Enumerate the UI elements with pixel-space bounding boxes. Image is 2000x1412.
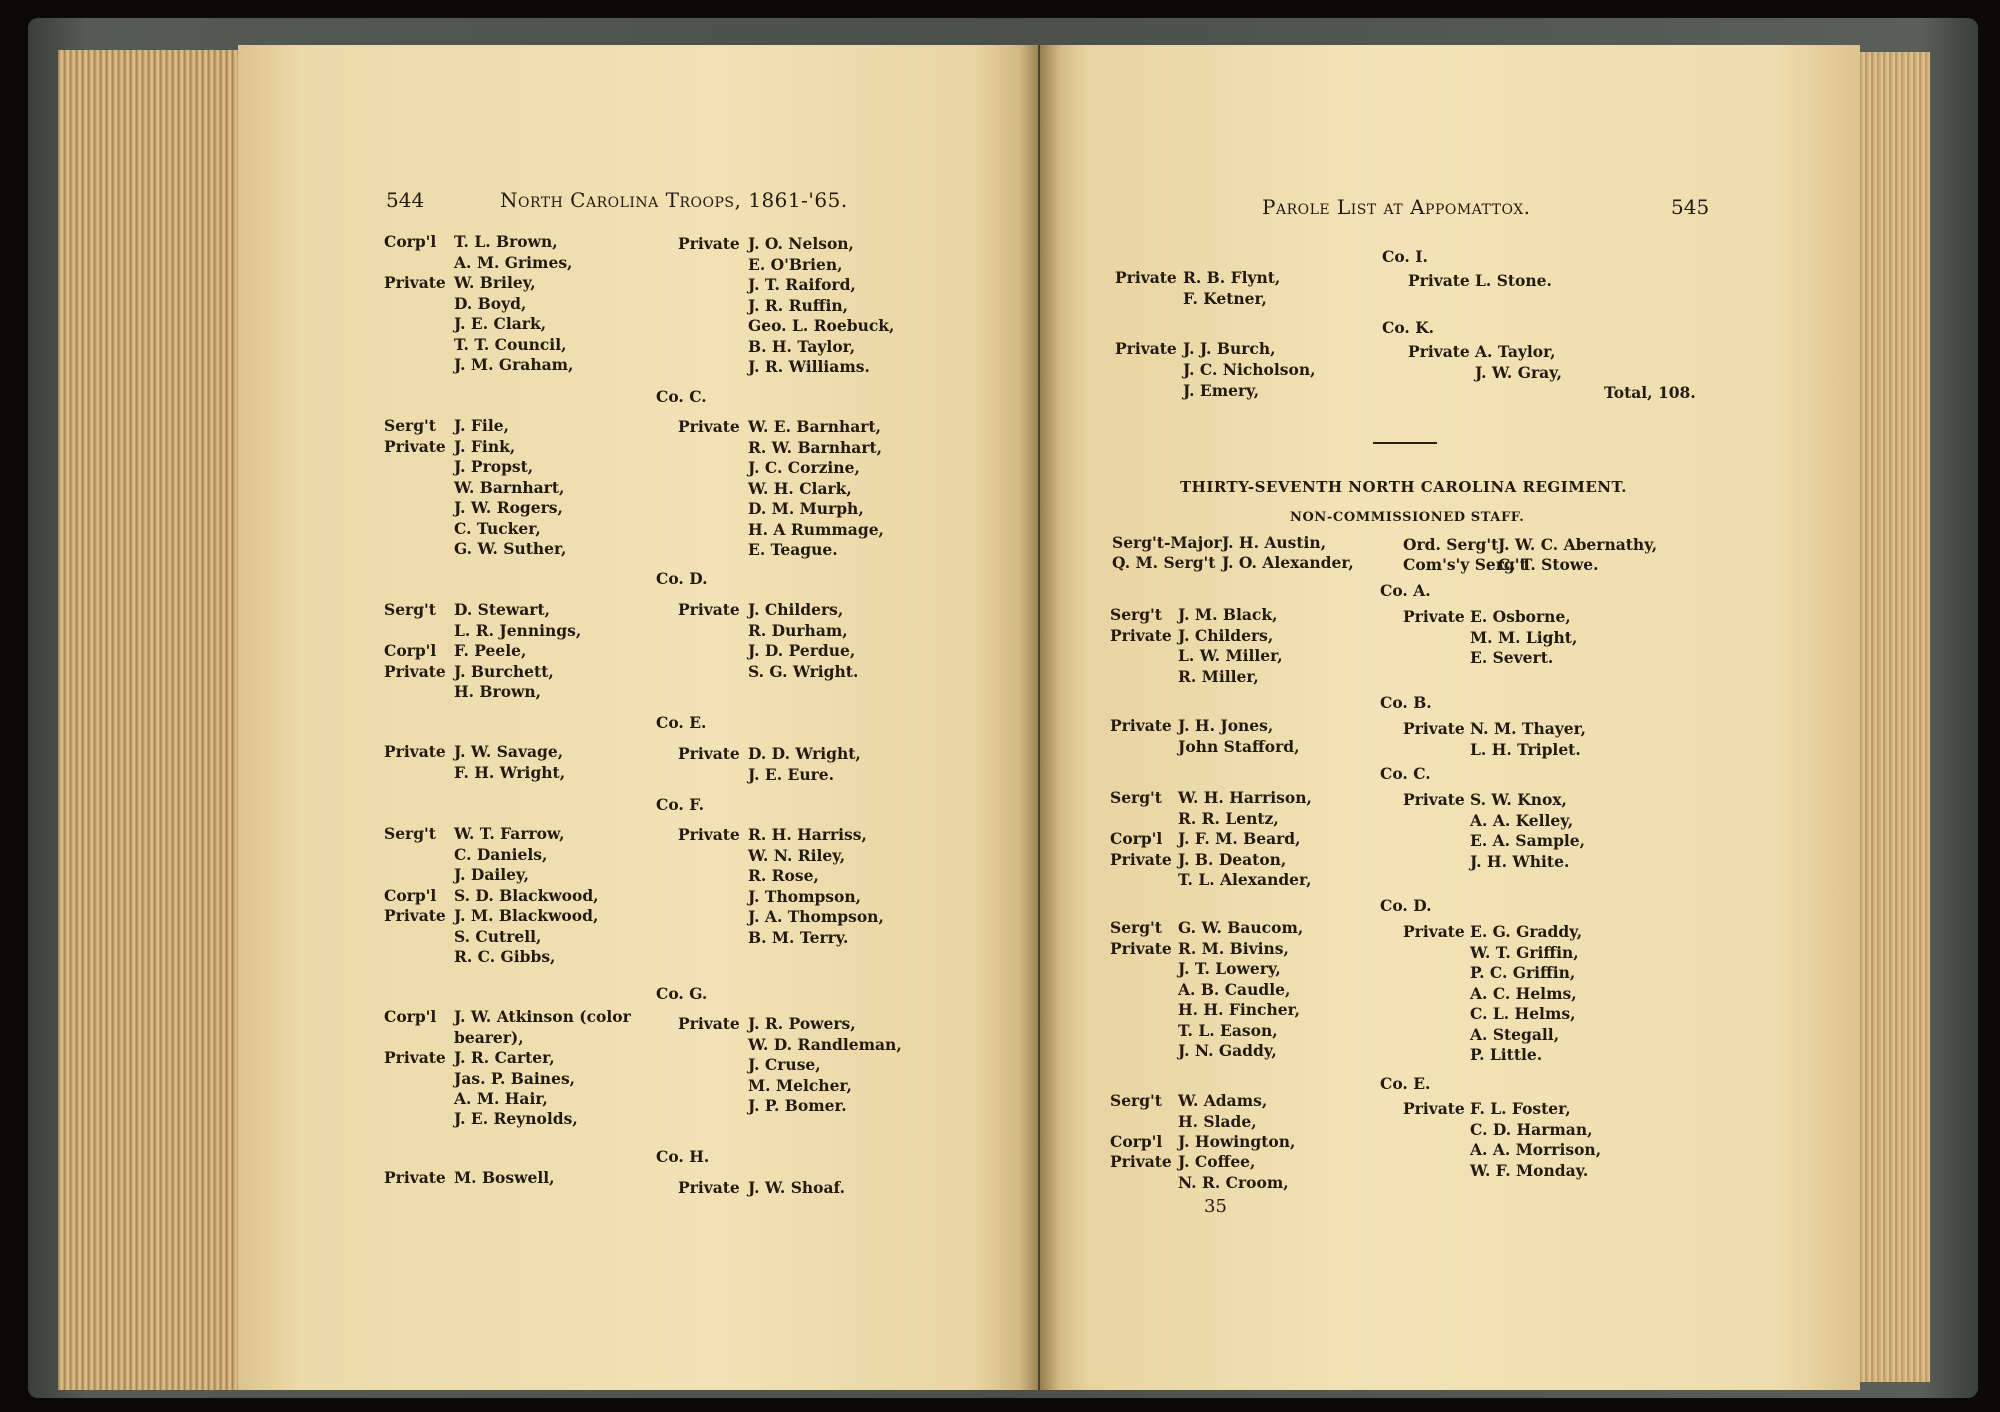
soldier-name: B. M. Terry. bbox=[748, 928, 849, 947]
rank-label: Corp'l bbox=[1110, 1132, 1163, 1151]
soldier-name: John Stafford, bbox=[1178, 737, 1300, 756]
soldier-name: T. T. Council, bbox=[454, 335, 567, 354]
soldier-name: T. L. Alexander, bbox=[1178, 870, 1312, 889]
soldier-name: J. R. Ruffin, bbox=[748, 296, 849, 315]
rank-label: Private bbox=[678, 825, 740, 844]
soldier-name: E. O'Brien, bbox=[748, 255, 843, 274]
rank-label: Private bbox=[678, 417, 740, 436]
rank-label: Private bbox=[678, 1178, 740, 1197]
page-number: 544 bbox=[386, 188, 425, 212]
soldier-name: F. H. Wright, bbox=[454, 763, 566, 782]
soldier-name: A. A. Kelley, bbox=[1470, 811, 1574, 830]
soldier-name: E. Severt. bbox=[1470, 648, 1554, 667]
rank-label: Private bbox=[678, 744, 740, 763]
rank-label: Ord. Serg't bbox=[1403, 535, 1499, 554]
soldier-name: J. R. Carter, bbox=[454, 1048, 555, 1067]
rank-label: Corp'l bbox=[384, 232, 437, 251]
rank-label: Private bbox=[678, 600, 740, 619]
rank-label: Private bbox=[1110, 850, 1172, 869]
signature-mark: 35 bbox=[1204, 1196, 1227, 1217]
page-edges-left bbox=[58, 50, 243, 1390]
soldier-name: P. C. Griffin, bbox=[1470, 963, 1576, 982]
soldier-name: L. Stone. bbox=[1475, 271, 1552, 290]
rank-label: Serg't bbox=[1110, 788, 1162, 807]
rank-label: Private bbox=[384, 742, 446, 761]
soldier-name: F. Ketner, bbox=[1183, 289, 1267, 308]
page-number: 545 bbox=[1671, 195, 1710, 219]
rank-label: Private bbox=[1403, 1099, 1465, 1118]
soldier-name: J. A. Thompson, bbox=[748, 907, 884, 926]
soldier-name: N. R. Croom, bbox=[1178, 1173, 1289, 1192]
soldier-name: J. Burchett, bbox=[454, 662, 554, 681]
soldier-name: S. Cutrell, bbox=[454, 927, 542, 946]
soldier-name: J. N. Gaddy, bbox=[1178, 1041, 1277, 1060]
soldier-name: M. Melcher, bbox=[748, 1076, 852, 1095]
soldier-name: J. E. Reynolds, bbox=[454, 1109, 578, 1128]
soldier-name: W. E. Barnhart, bbox=[748, 417, 882, 436]
soldier-name: R. C. Gibbs, bbox=[454, 947, 556, 966]
soldier-name: R. Durham, bbox=[748, 621, 848, 640]
rank-label: Serg't bbox=[384, 824, 436, 843]
company-heading: Co. E. bbox=[656, 713, 707, 732]
soldier-name: F. Peele, bbox=[454, 641, 527, 660]
soldier-name: S. D. Blackwood, bbox=[454, 886, 599, 905]
soldier-name: C. T. Stowe. bbox=[1498, 555, 1599, 574]
soldier-name: A. B. Caudle, bbox=[1178, 980, 1291, 999]
soldier-name: J. W. Atkinson (color bbox=[454, 1007, 631, 1026]
soldier-name: J. W. Gray, bbox=[1475, 363, 1563, 382]
soldier-name: L. R. Jennings, bbox=[454, 621, 582, 640]
soldier-name: W. N. Riley, bbox=[748, 846, 846, 865]
soldier-name: J. C. Nicholson, bbox=[1183, 360, 1316, 379]
soldier-name: E. Osborne, bbox=[1470, 607, 1571, 626]
soldier-name: J. H. Austin, bbox=[1222, 533, 1327, 552]
soldier-name: J. D. Perdue, bbox=[748, 641, 856, 660]
soldier-name: R. M. Bivins, bbox=[1178, 939, 1289, 958]
soldier-name: J. W. Rogers, bbox=[454, 498, 563, 517]
soldier-name: C. D. Harman, bbox=[1470, 1120, 1593, 1139]
soldier-name: D. M. Murph, bbox=[748, 499, 864, 518]
company-heading: Co. H. bbox=[656, 1147, 710, 1166]
soldier-name: J. M. Graham, bbox=[454, 355, 574, 374]
rank-label: Private bbox=[384, 1168, 446, 1187]
rank-label: Serg't bbox=[384, 600, 436, 619]
soldier-name: N. M. Thayer, bbox=[1470, 719, 1587, 738]
soldier-name: P. Little. bbox=[1470, 1045, 1543, 1064]
company-heading: Co. F. bbox=[656, 795, 705, 814]
soldier-name: R. Miller, bbox=[1178, 667, 1259, 686]
soldier-name: W. H. Clark, bbox=[748, 479, 852, 498]
left-page bbox=[238, 45, 1038, 1390]
soldier-name: A. Taylor, bbox=[1475, 342, 1556, 361]
rank-label: Private bbox=[384, 906, 446, 925]
soldier-name: A. Stegall, bbox=[1470, 1025, 1560, 1044]
soldier-name: J. O. Nelson, bbox=[748, 234, 854, 253]
rank-label: Private bbox=[1408, 342, 1470, 361]
soldier-name: C. L. Helms, bbox=[1470, 1004, 1576, 1023]
soldier-name: J. M. Black, bbox=[1178, 605, 1278, 624]
soldier-name: H. A Rummage, bbox=[748, 520, 884, 539]
rank-label: Private bbox=[1403, 922, 1465, 941]
soldier-name: D. Boyd, bbox=[454, 294, 527, 313]
soldier-name: J. R. Powers, bbox=[748, 1014, 856, 1033]
rank-label: Private bbox=[1403, 790, 1465, 809]
company-heading: Co. B. bbox=[1380, 693, 1432, 712]
rank-label: Serg't bbox=[1110, 918, 1162, 937]
soldier-name: R. R. Lentz, bbox=[1178, 809, 1279, 828]
soldier-name: E. G. Graddy, bbox=[1470, 922, 1583, 941]
soldier-name: J. F. M. Beard, bbox=[1178, 829, 1301, 848]
soldier-name: D. Stewart, bbox=[454, 600, 551, 619]
rank-label: Private bbox=[1110, 626, 1172, 645]
soldier-name: F. L. Foster, bbox=[1470, 1099, 1571, 1118]
soldier-name: J. W. Shoaf. bbox=[748, 1178, 846, 1197]
soldier-name: W. H. Harrison, bbox=[1178, 788, 1312, 807]
company-heading: Co. C. bbox=[1380, 764, 1431, 783]
soldier-name: H. Slade, bbox=[1178, 1112, 1257, 1131]
company-heading: Co. D. bbox=[656, 569, 708, 588]
rank-label: Private bbox=[1110, 1152, 1172, 1171]
rank-label: Private bbox=[384, 273, 446, 292]
soldier-name: H. H. Fincher, bbox=[1178, 1000, 1301, 1019]
total-count: Total, 108. bbox=[1604, 383, 1696, 402]
soldier-name: C. Tucker, bbox=[454, 519, 541, 538]
soldier-name: R. W. Barnhart, bbox=[748, 438, 883, 457]
soldier-name: J. Howington, bbox=[1178, 1132, 1296, 1151]
soldier-name: J. W. Savage, bbox=[454, 742, 564, 761]
company-heading: Co. D. bbox=[1380, 896, 1432, 915]
soldier-name: S. G. Wright. bbox=[748, 662, 859, 681]
soldier-name: J. O. Alexander, bbox=[1222, 553, 1354, 572]
soldier-name: A. C. Helms, bbox=[1470, 984, 1577, 1003]
soldier-name: W. T. Farrow, bbox=[454, 824, 565, 843]
soldier-name: J. H. White. bbox=[1470, 852, 1570, 871]
staff-title: NON-COMMISSIONED STAFF. bbox=[1290, 510, 1525, 525]
soldier-name: A. A. Morrison, bbox=[1470, 1140, 1602, 1159]
soldier-name: E. A. Sample, bbox=[1470, 831, 1586, 850]
rank-label: Serg't-Major bbox=[1112, 533, 1222, 552]
rank-label: Private bbox=[384, 662, 446, 681]
soldier-name: J. E. Eure. bbox=[748, 765, 835, 784]
rank-label: Private bbox=[1115, 268, 1177, 287]
soldier-name: T. L. Eason, bbox=[1178, 1021, 1278, 1040]
soldier-name: J. T. Raiford, bbox=[748, 275, 856, 294]
soldier-name: J. C. Corzine, bbox=[748, 458, 860, 477]
soldier-name: A. M. Grimes, bbox=[454, 253, 573, 272]
rank-label: Private bbox=[1403, 719, 1465, 738]
soldier-name: T. L. Brown, bbox=[454, 232, 558, 251]
company-heading: Co. E. bbox=[1380, 1074, 1431, 1093]
rank-label: Corp'l bbox=[384, 886, 437, 905]
soldier-name: Jas. P. Baines, bbox=[454, 1069, 576, 1088]
rank-label: Private bbox=[1115, 339, 1177, 358]
soldier-name: J. P. Bomer. bbox=[748, 1096, 847, 1115]
page-edges-right bbox=[1850, 52, 1930, 1382]
soldier-name: G. W. Suther, bbox=[454, 539, 567, 558]
soldier-name: L. W. Miller, bbox=[1178, 646, 1283, 665]
rank-label: Private bbox=[384, 1048, 446, 1067]
soldier-name: J. Emery, bbox=[1183, 381, 1260, 400]
rank-label: Q. M. Serg't bbox=[1112, 553, 1216, 572]
soldier-name: J. B. Deaton, bbox=[1178, 850, 1287, 869]
soldier-name: J. Fink, bbox=[454, 437, 516, 456]
soldier-name: D. D. Wright, bbox=[748, 744, 861, 763]
company-heading: Co. C. bbox=[656, 387, 707, 406]
soldier-name: J. Propst, bbox=[454, 457, 534, 476]
rank-label: Corp'l bbox=[384, 1007, 437, 1026]
company-heading: Co. I. bbox=[1382, 247, 1428, 266]
soldier-name: W. F. Monday. bbox=[1470, 1161, 1589, 1180]
rank-label: Private bbox=[1408, 271, 1470, 290]
right-page bbox=[1040, 45, 1860, 1390]
gutter-shadow bbox=[1020, 45, 1060, 1390]
company-heading: Co. K. bbox=[1382, 318, 1435, 337]
rank-label: Private bbox=[1403, 607, 1465, 626]
section-rule bbox=[1373, 442, 1437, 444]
soldier-name: C. Daniels, bbox=[454, 845, 548, 864]
soldier-name: H. Brown, bbox=[454, 682, 542, 701]
soldier-name: bearer), bbox=[454, 1028, 524, 1047]
soldier-name: J. Thompson, bbox=[748, 887, 862, 906]
soldier-name: J. R. Williams. bbox=[748, 357, 870, 376]
rank-label: Serg't bbox=[1110, 1091, 1162, 1110]
rank-label: Com's'y Serg't bbox=[1403, 555, 1527, 574]
rank-label: Private bbox=[1110, 939, 1172, 958]
soldier-name: W. D. Randleman, bbox=[748, 1035, 902, 1054]
soldier-name: W. Barnhart, bbox=[454, 478, 565, 497]
rank-label: Corp'l bbox=[384, 641, 437, 660]
soldier-name: A. M. Hair, bbox=[454, 1089, 548, 1108]
soldier-name: J. W. C. Abernathy, bbox=[1498, 535, 1658, 554]
soldier-name: J. H. Jones, bbox=[1178, 716, 1274, 735]
soldier-name: J. T. Lowery, bbox=[1178, 959, 1281, 978]
soldier-name: J. Childers, bbox=[748, 600, 844, 619]
soldier-name: G. W. Baucom, bbox=[1178, 918, 1304, 937]
soldier-name: J. File, bbox=[454, 416, 509, 435]
rank-label: Private bbox=[1110, 716, 1172, 735]
rank-label: Serg't bbox=[384, 416, 436, 435]
soldier-name: J. M. Blackwood, bbox=[454, 906, 599, 925]
soldier-name: J. Childers, bbox=[1178, 626, 1274, 645]
rank-label: Private bbox=[678, 1014, 740, 1033]
soldier-name: R. Rose, bbox=[748, 866, 819, 885]
soldier-name: Geo. L. Roebuck, bbox=[748, 316, 895, 335]
soldier-name: M. Boswell, bbox=[454, 1168, 555, 1187]
rank-label: Corp'l bbox=[1110, 829, 1163, 848]
soldier-name: J. Cruse, bbox=[748, 1055, 821, 1074]
rank-label: Private bbox=[678, 234, 740, 253]
soldier-name: J. E. Clark, bbox=[454, 314, 547, 333]
company-heading: Co. G. bbox=[656, 984, 708, 1003]
soldier-name: W. T. Griffin, bbox=[1470, 943, 1579, 962]
soldier-name: S. W. Knox, bbox=[1470, 790, 1567, 809]
soldier-name: J. J. Burch, bbox=[1183, 339, 1276, 358]
soldier-name: E. Teague. bbox=[748, 540, 838, 559]
running-head: Parole List at Appomattox. bbox=[1262, 195, 1531, 219]
rank-label: Serg't bbox=[1110, 605, 1162, 624]
soldier-name: R. H. Harriss, bbox=[748, 825, 867, 844]
soldier-name: R. B. Flynt, bbox=[1183, 268, 1281, 287]
regiment-title: THIRTY-SEVENTH NORTH CAROLINA REGIMENT. bbox=[1180, 478, 1627, 496]
company-heading: Co. A. bbox=[1380, 581, 1431, 600]
running-head: North Carolina Troops, 1861-'65. bbox=[500, 188, 848, 212]
soldier-name: W. Adams, bbox=[1178, 1091, 1268, 1110]
soldier-name: W. Briley, bbox=[454, 273, 536, 292]
soldier-name: L. H. Triplet. bbox=[1470, 740, 1581, 759]
rank-label: Private bbox=[384, 437, 446, 456]
soldier-name: J. Coffee, bbox=[1178, 1152, 1256, 1171]
soldier-name: J. Dailey, bbox=[454, 865, 529, 884]
soldier-name: M. M. Light, bbox=[1470, 628, 1578, 647]
soldier-name: B. H. Taylor, bbox=[748, 337, 856, 356]
